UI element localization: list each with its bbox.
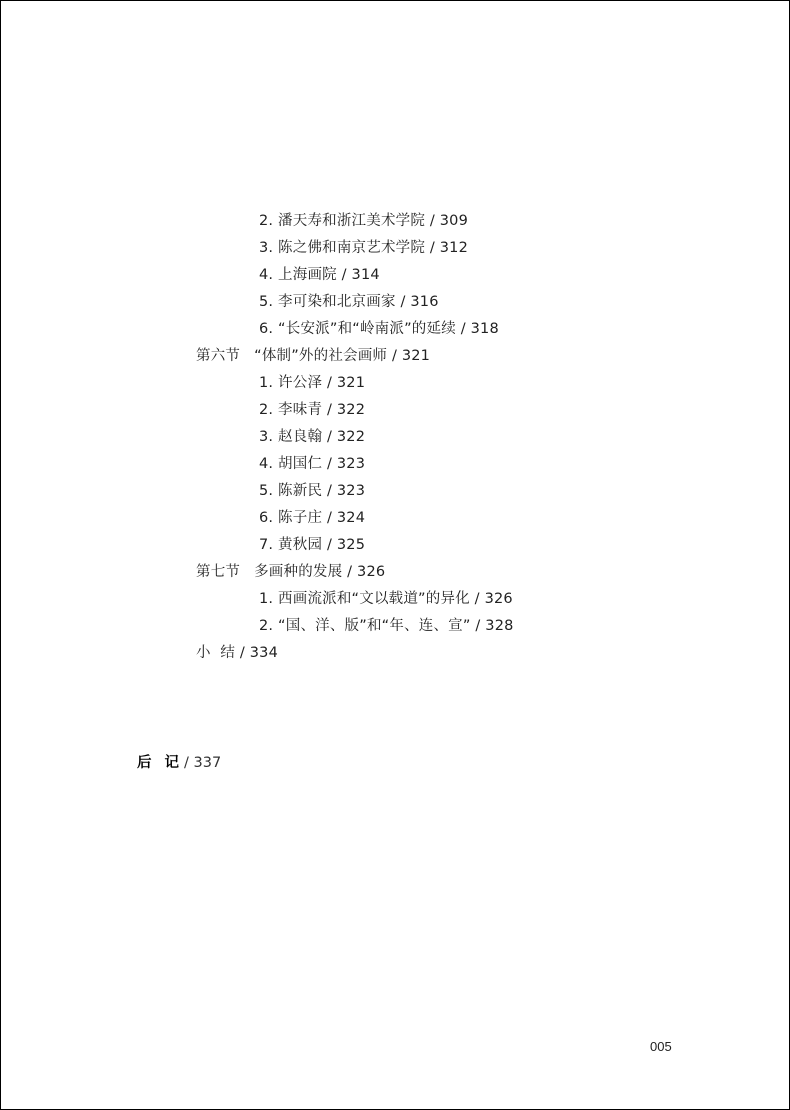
toc-item: 3. 赵良翰 / 322 — [259, 429, 366, 445]
toc-item: 5. 李可染和北京画家 / 316 — [259, 294, 439, 310]
toc-item: 7. 黄秋园 / 325 — [259, 537, 366, 553]
toc-item: 6. 陈子庄 / 324 — [259, 510, 366, 526]
toc-item: 2. 潘天寿和浙江美术学院 / 309 — [259, 213, 469, 229]
toc-item: 6. “长安派”和“岭南派”的延续 / 318 — [259, 321, 499, 337]
toc-item: 1. 许公泽 / 321 — [259, 375, 366, 391]
toc-section — [196, 562, 385, 582]
page-number: 005 — [650, 1039, 672, 1054]
afterword-title: 后记 — [137, 755, 192, 771]
afterword-page: / 337 — [184, 755, 222, 771]
toc-item: 4. 上海画院 / 314 — [259, 267, 380, 283]
toc-summary: 小 结 / 334 — [196, 645, 278, 661]
toc-item: 5. 陈新民 / 323 — [259, 483, 366, 499]
toc-item: 3. 陈之佛和南京艺术学院 / 312 — [259, 240, 469, 256]
toc-section-label: 第六节 — [196, 348, 241, 364]
toc-section-title: “体制”外的社会画师 / 321 — [254, 348, 431, 364]
toc-item: 4. 胡国仁 / 323 — [259, 456, 366, 472]
toc-section — [196, 346, 430, 366]
toc-item: 1. 西画流派和“文以载道”的异化 / 326 — [259, 591, 513, 607]
toc-item: 2. 李味青 / 322 — [259, 402, 366, 418]
toc-section-title: 多画种的发展 / 326 — [254, 564, 386, 580]
toc-section-label: 第七节 — [196, 564, 241, 580]
toc-item: 2. “国、洋、版”和“年、连、宣” / 328 — [259, 618, 514, 634]
afterword-entry — [137, 752, 221, 774]
